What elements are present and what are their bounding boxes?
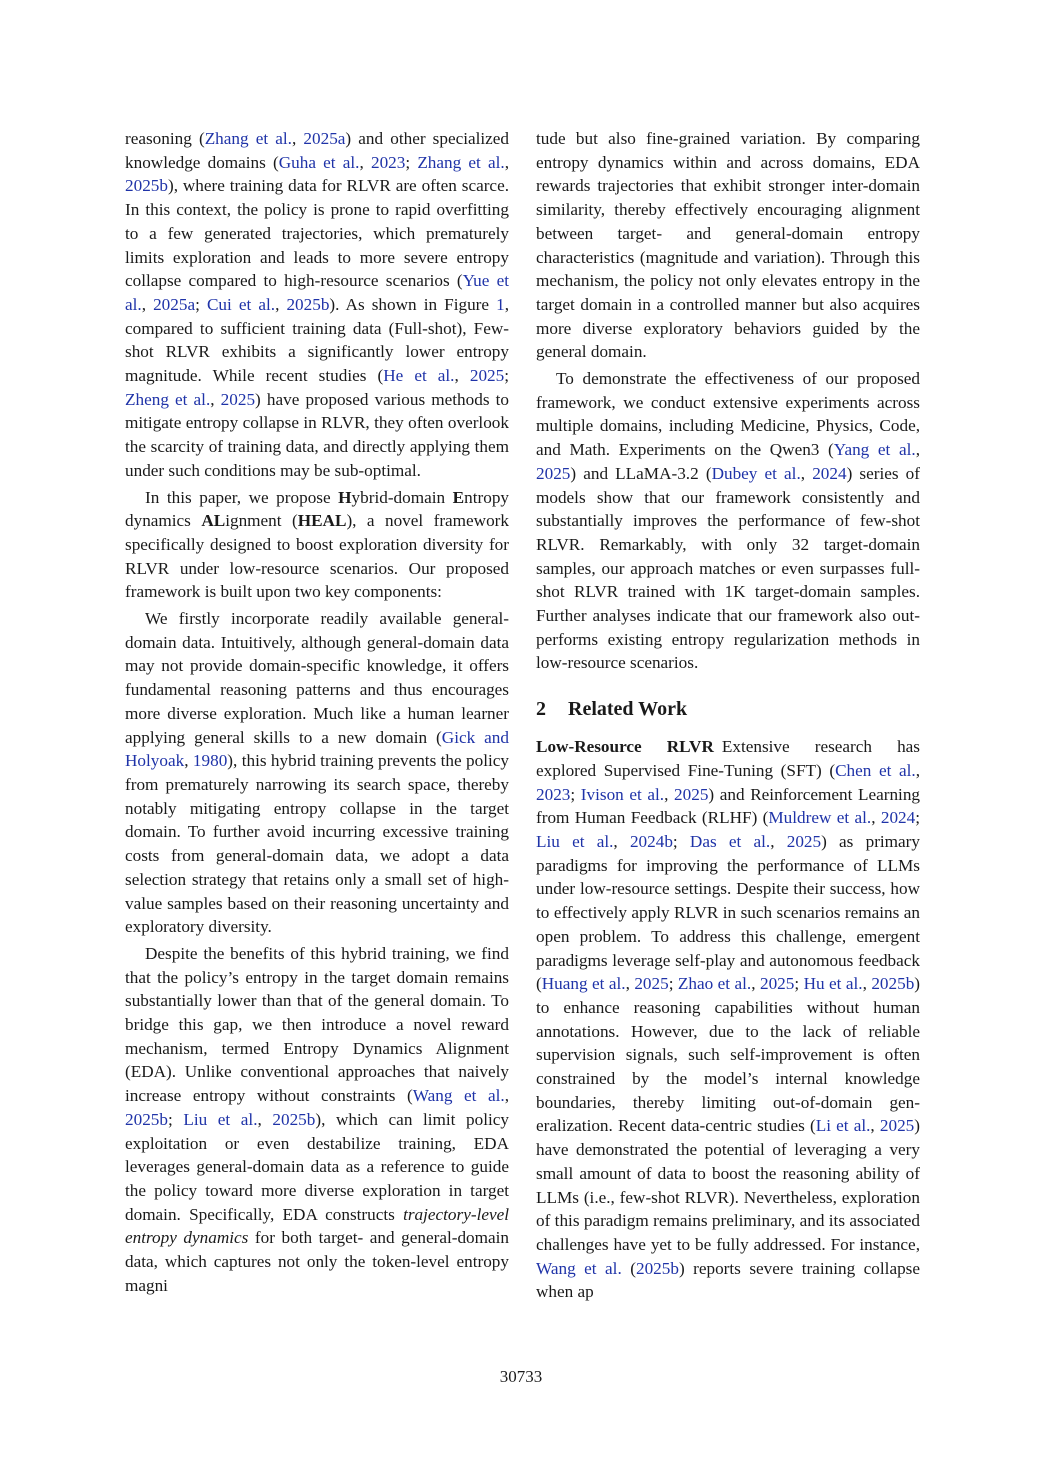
text-run: , (871, 808, 881, 828)
text-run: , (800, 463, 813, 483)
text-run: In this paper, we propose (145, 487, 339, 507)
text-run: Extensive research has explored Supervised Fine-Tuning (SFT) ( (536, 737, 920, 780)
text-run: , (504, 1086, 509, 1106)
section-number: 2 (536, 698, 546, 721)
citation-link[interactable]: Zheng et al. (125, 389, 211, 409)
citation-link[interactable]: 2025b (871, 974, 915, 994)
text-run: ; (504, 366, 509, 386)
citation-link[interactable]: 2025 (220, 389, 256, 409)
citation-link[interactable]: 2025 (759, 974, 795, 994)
text-run: ignment ( (225, 511, 298, 531)
text-run: , (613, 831, 630, 851)
citation-link[interactable]: 2025 (469, 366, 505, 386)
section-heading (536, 697, 920, 721)
italic-text: trajectory-level entropy dynamics (125, 1204, 509, 1248)
text-run: ) and other specialized knowledge domains ( (125, 129, 510, 172)
text-run: , compared to sufficient training data (Full-shot), Few-shot RLVR exhibits a significantly lower entropy magnitude. While recent studies ( (125, 294, 509, 386)
citation-link[interactable]: Dubey et al. (711, 463, 801, 483)
text-run: , (751, 974, 760, 994)
citation-link[interactable]: Wang et al. (536, 1258, 622, 1278)
text-run: ), this hybrid training prevents the policy from prematurely narrowing its search space, thereby notably mitigating entropy collapse in the target domain. To further avoid incurring excessive training costs from general-domain data, we adopt a data selection strategy that retains only a small set of high-value samples based on their reasoning uncertainty and exploratory diversity. (125, 751, 510, 937)
citation-link[interactable]: Muldrew et al. (768, 808, 872, 828)
text-run: , (870, 1116, 880, 1136)
citation-link[interactable]: Zhao et al. (677, 974, 752, 994)
citation-link[interactable]: 1 (496, 294, 505, 314)
citation-link[interactable]: Guha et al. (278, 152, 360, 172)
citation-link[interactable]: 2025a (153, 294, 196, 314)
citation-link[interactable]: Yang et al. (833, 440, 916, 460)
text-run: , (275, 294, 287, 314)
citation-link[interactable]: Huang et al. (541, 974, 626, 994)
text-run: , (210, 389, 221, 409)
citation-link[interactable]: Wang et al. (412, 1086, 505, 1106)
citation-link[interactable]: 2025a (303, 129, 346, 148)
text-run: ybrid-domain (351, 487, 453, 507)
citation-link[interactable]: 2024 (812, 463, 847, 483)
paragraph (536, 367, 920, 675)
text-run: To demonstrate the effectiveness of our proposed framework, we conduct extensive experiments across multiple domains, including Medicine, Physics, Code, and Math. Experiments on the Qwen3 ( (536, 369, 920, 460)
paragraph (125, 607, 509, 939)
text-run: ; (195, 294, 207, 314)
text-run: We firstly incorporate readily available general-domain data. Intuitively, although general-domain data may not provide domain-specific knowledge, it offers fundamental reasoning patterns and thus encourages more diverse exploration. Much like a human learner applying general skills to a new domain ( (125, 609, 509, 747)
text-run: ; (570, 784, 581, 804)
text-run: ntropy dynamics (125, 487, 510, 531)
citation-link[interactable]: Zhang et al. (204, 129, 292, 148)
right-column (536, 127, 920, 1304)
citation-link[interactable]: 2025b (125, 1109, 168, 1129)
citation-link[interactable]: Cui et al. (206, 294, 276, 314)
text-run: ) series of models show that our framework consistently and substantially improves the performance of few-shot RLVR. Remarkably, with only 32 target-domain samples, our approach matches or even surpasses full-shot RLVR trained with 1K target-domain samples. Further analyses indicate that our framework also outperforms existing entropy regularization methods in low-resource scenarios. (536, 463, 920, 673)
citation-link[interactable]: 1980 (192, 751, 228, 771)
text-run: for both target- and general-domain data, which captures not only the token-level entropy magni (125, 1228, 509, 1295)
text-run: , (291, 129, 304, 148)
text-run: Despite the benefits of this hybrid training, we find that the policy’s entropy in the target domain remains substantially lower than that of the general domain. To bridge this gap, we then introduce a novel reward mechanism, termed Entropy Dynamics Alignment (EDA). Unlike conventional approaches that naively increase entropy without constraints ( (125, 943, 509, 1106)
citation-link[interactable]: Zhang et al. (417, 152, 505, 172)
text-run: , (625, 974, 635, 994)
citation-link[interactable]: 2025 (786, 831, 822, 851)
text-run: , (770, 831, 787, 851)
text-run: ), which can limit policy exploitation or even destabilize training, EDA leverages general-domain data as a reference to guide the policy toward more diverse exploration in target domain. Specifically, EDA constructs (125, 1109, 510, 1224)
citation-link[interactable]: Das et al. (689, 831, 771, 851)
text-run: reasoning ( (125, 129, 205, 148)
citation-link[interactable]: 2025 (879, 1116, 915, 1136)
citation-link[interactable]: 2025 (536, 463, 571, 483)
citation-link[interactable]: Liu et al. (183, 1109, 258, 1129)
text-run: , (915, 760, 921, 780)
paragraph (125, 486, 509, 605)
text-run: ; (167, 1109, 184, 1129)
text-run: , (504, 152, 509, 172)
paragraph (125, 127, 509, 483)
text-run: ) reports severe training collapse when ap (536, 1258, 920, 1302)
text-run: ). As shown in Figure (329, 294, 497, 314)
citation-link[interactable]: Chen et al. (835, 760, 916, 780)
citation-link[interactable]: 2025b (272, 1109, 316, 1129)
text-run: ), a novel framework specifically designed to boost exploration diversity for RLVR under low-resource scenarios. Our proposed framework is built upon two key components: (125, 511, 509, 602)
text-run: , (915, 440, 920, 460)
citation-link[interactable]: Yue et al. (125, 271, 509, 314)
text-run: ; (668, 974, 678, 994)
text-run: , (184, 751, 193, 771)
text-run: ; (405, 152, 418, 172)
paragraph (536, 127, 920, 364)
text-run: ) have demonstrated the potential of leveraging a very small amount of data to boost the reasoning ability of LLMs (i.e., few-shot RLVR). Nevertheless, exploration of this paradigm remains preliminary, and its associated challenges have yet to be fully addressed. For instance, (536, 1116, 920, 1254)
text-run: , (141, 294, 154, 314)
text-run: ) have proposed various methods to mitigate entropy collapse in RLVR, they often overlook the scarcity of training data, and directly applying them under such conditions may be sub-optimal. (125, 389, 510, 480)
citation-link[interactable]: Hu et al. (803, 974, 863, 994)
citation-link[interactable]: 2023 (370, 152, 406, 172)
citation-link[interactable]: 2025 (634, 974, 669, 994)
citation-link[interactable]: 2025 (674, 784, 709, 804)
text-run: , (454, 366, 470, 386)
citation-link[interactable]: Liu et al. (536, 831, 614, 851)
bold-text: E (452, 487, 465, 507)
page-number: 30733 (499, 1367, 543, 1386)
text-run: , (359, 152, 371, 172)
text-run: , (862, 974, 872, 994)
citation-link[interactable]: Gick and Holyoak (125, 727, 509, 771)
citation-link[interactable]: 2024 (880, 808, 916, 828)
text-run: ), where training data for RLVR are often scarce. In this context, the policy is prone to rapid overfitting to a few generated trajectories, which prematurely limits exploration and leads to more severe entropy collapse compared to high-resource scenarios ( (125, 176, 509, 291)
text-run: ) as primary paradigms for improving the performance of LLMs under low-resource settings. Despite their success, how to effectively apply RLVR in such scenarios remains an open problem. To address this challenge, emergent paradigms leverage self-play and autonomous feedback ( (536, 831, 921, 994)
text-run: ; (794, 974, 804, 994)
text-run: ; (915, 808, 921, 828)
citation-link[interactable]: 2023 (536, 784, 571, 804)
text-run: tude but also fine-grained variation. By comparing entropy dynamics within and across domains, EDA rewards trajectories that exhibit stronger inter-domain similarity, thereby effectively encouraging alignment between target- and general-domain entropy characteristics (magnitude and variation). Through this mechanism, the policy not only elevates entropy in the target domain in a controlled manner but also acquires more diverse exploratory behaviors guided by the general domain. (536, 129, 920, 362)
citation-link[interactable]: 2025b (286, 294, 330, 314)
text-run: ( (621, 1258, 636, 1278)
text-run: , (664, 784, 675, 804)
citation-link[interactable]: Li et al. (815, 1116, 871, 1136)
citation-link[interactable]: 2024b (629, 831, 673, 851)
text-run: ) and Reinforcement Learning from Human Feedback (RLHF) ( (536, 784, 921, 828)
text-run: , (257, 1109, 273, 1129)
bold-text: H (338, 487, 352, 507)
citation-link[interactable]: 2025b (635, 1258, 679, 1278)
paragraph (125, 942, 509, 1298)
bold-text: HEAL (297, 511, 347, 531)
text-run: ) and LLaMA-3.2 ( (570, 463, 712, 483)
citation-link[interactable]: He et al. (383, 366, 455, 386)
paragraph-body (536, 737, 920, 1301)
paragraph (536, 735, 920, 1304)
section-title: Related Work (568, 698, 688, 721)
text-run: ) to enhance reasoning capabilities without human annotations. However, due to the lack of reliable supervision signals, such self-improvement is often constrained by the model’s internal knowledge boundaries, thereby limiting out-of-domain generalization. Recent data-centric studies ( (536, 974, 921, 1136)
bold-text: AL (201, 511, 226, 531)
paragraph-heading: Low-Resource RLVR (536, 737, 714, 757)
citation-link[interactable]: 2025b (125, 176, 168, 196)
text-run: ; (672, 831, 690, 851)
left-column (125, 127, 509, 1297)
citation-link[interactable]: Ivison et al. (580, 784, 665, 804)
